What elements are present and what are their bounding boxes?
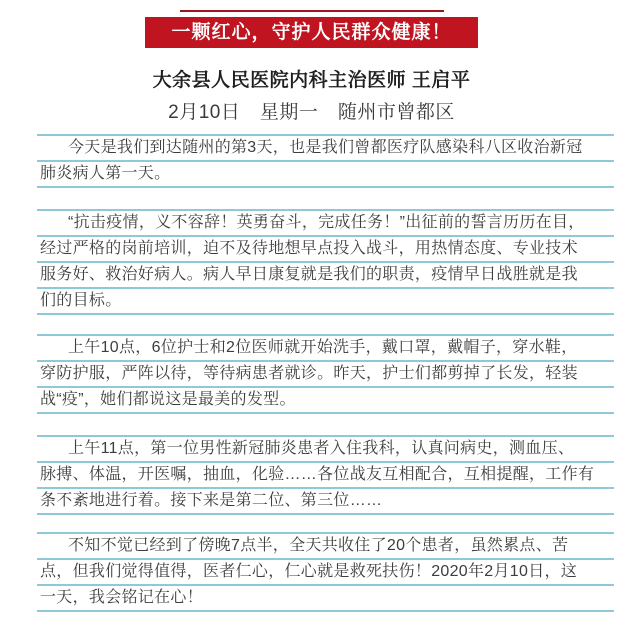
paragraph	[37, 532, 614, 612]
paragraph-line: 服务好、救治好病人。病人早日康复就是我们的职责，疫情早日战胜就是我	[37, 263, 614, 289]
paragraph-line: 上午11点，第一位男性新冠肺炎患者入住我科，认真问病史，测血压、	[37, 437, 614, 463]
paragraph-line: 穿防护服，严阵以待，等待病患者就诊。昨天，护士们都剪掉了长发，轻装	[37, 362, 614, 388]
article-page	[0, 10, 623, 621]
paragraph-line: 条不紊地进行着。接下来是第二位、第三位……	[37, 489, 614, 515]
banner-top-accent-line	[180, 10, 444, 12]
paragraph	[37, 334, 614, 414]
paragraph-line: 不知不觉已经到了傍晚7点半，全天共收住了20个患者，虽然累点、苦	[37, 534, 614, 560]
paragraph-line: 经过严格的岗前培训，迫不及待地想早点投入战斗，用热情态度、专业技术	[37, 237, 614, 263]
slogan-banner-text: 一颗红心，守护人民群众健康！	[171, 22, 452, 43]
paragraph-line: 战“疫”，她们都说这是最美的发型。	[37, 388, 614, 414]
article-body	[37, 134, 614, 612]
paragraph-line: 今天是我们到达随州的第3天，也是我们曾都医疗队感染科八区收治新冠	[37, 136, 614, 162]
article-title: 大余县人民医院内科主治医师 王启平	[152, 70, 471, 91]
paragraph-line: “抗击疫情，义不容辞！英勇奋斗，完成任务！”出征前的誓言历历在目，	[37, 211, 614, 237]
paragraph-line: 上午10点，6位护士和2位医师就开始洗手，戴口罩，戴帽子，穿水鞋，	[37, 336, 614, 362]
slogan-banner	[145, 17, 477, 48]
paragraph	[37, 134, 614, 188]
paragraph-line: 点，但我们觉得值得，医者仁心，仁心就是救死扶伤！2020年2月10日，这	[37, 560, 614, 586]
paragraph-line: 肺炎病人第一天。	[37, 162, 614, 188]
paragraph	[37, 435, 614, 515]
article-dateline: 2月10日 星期一 随州市曾都区	[168, 102, 455, 123]
paragraph	[37, 209, 614, 315]
paragraph-line: 脉搏、体温，开医嘱，抽血，化验……各位战友互相配合，互相提醒，工作有	[37, 463, 614, 489]
paragraph-line: 一天，我会铭记在心！	[37, 586, 614, 612]
paragraph-line: 们的目标。	[37, 289, 614, 315]
